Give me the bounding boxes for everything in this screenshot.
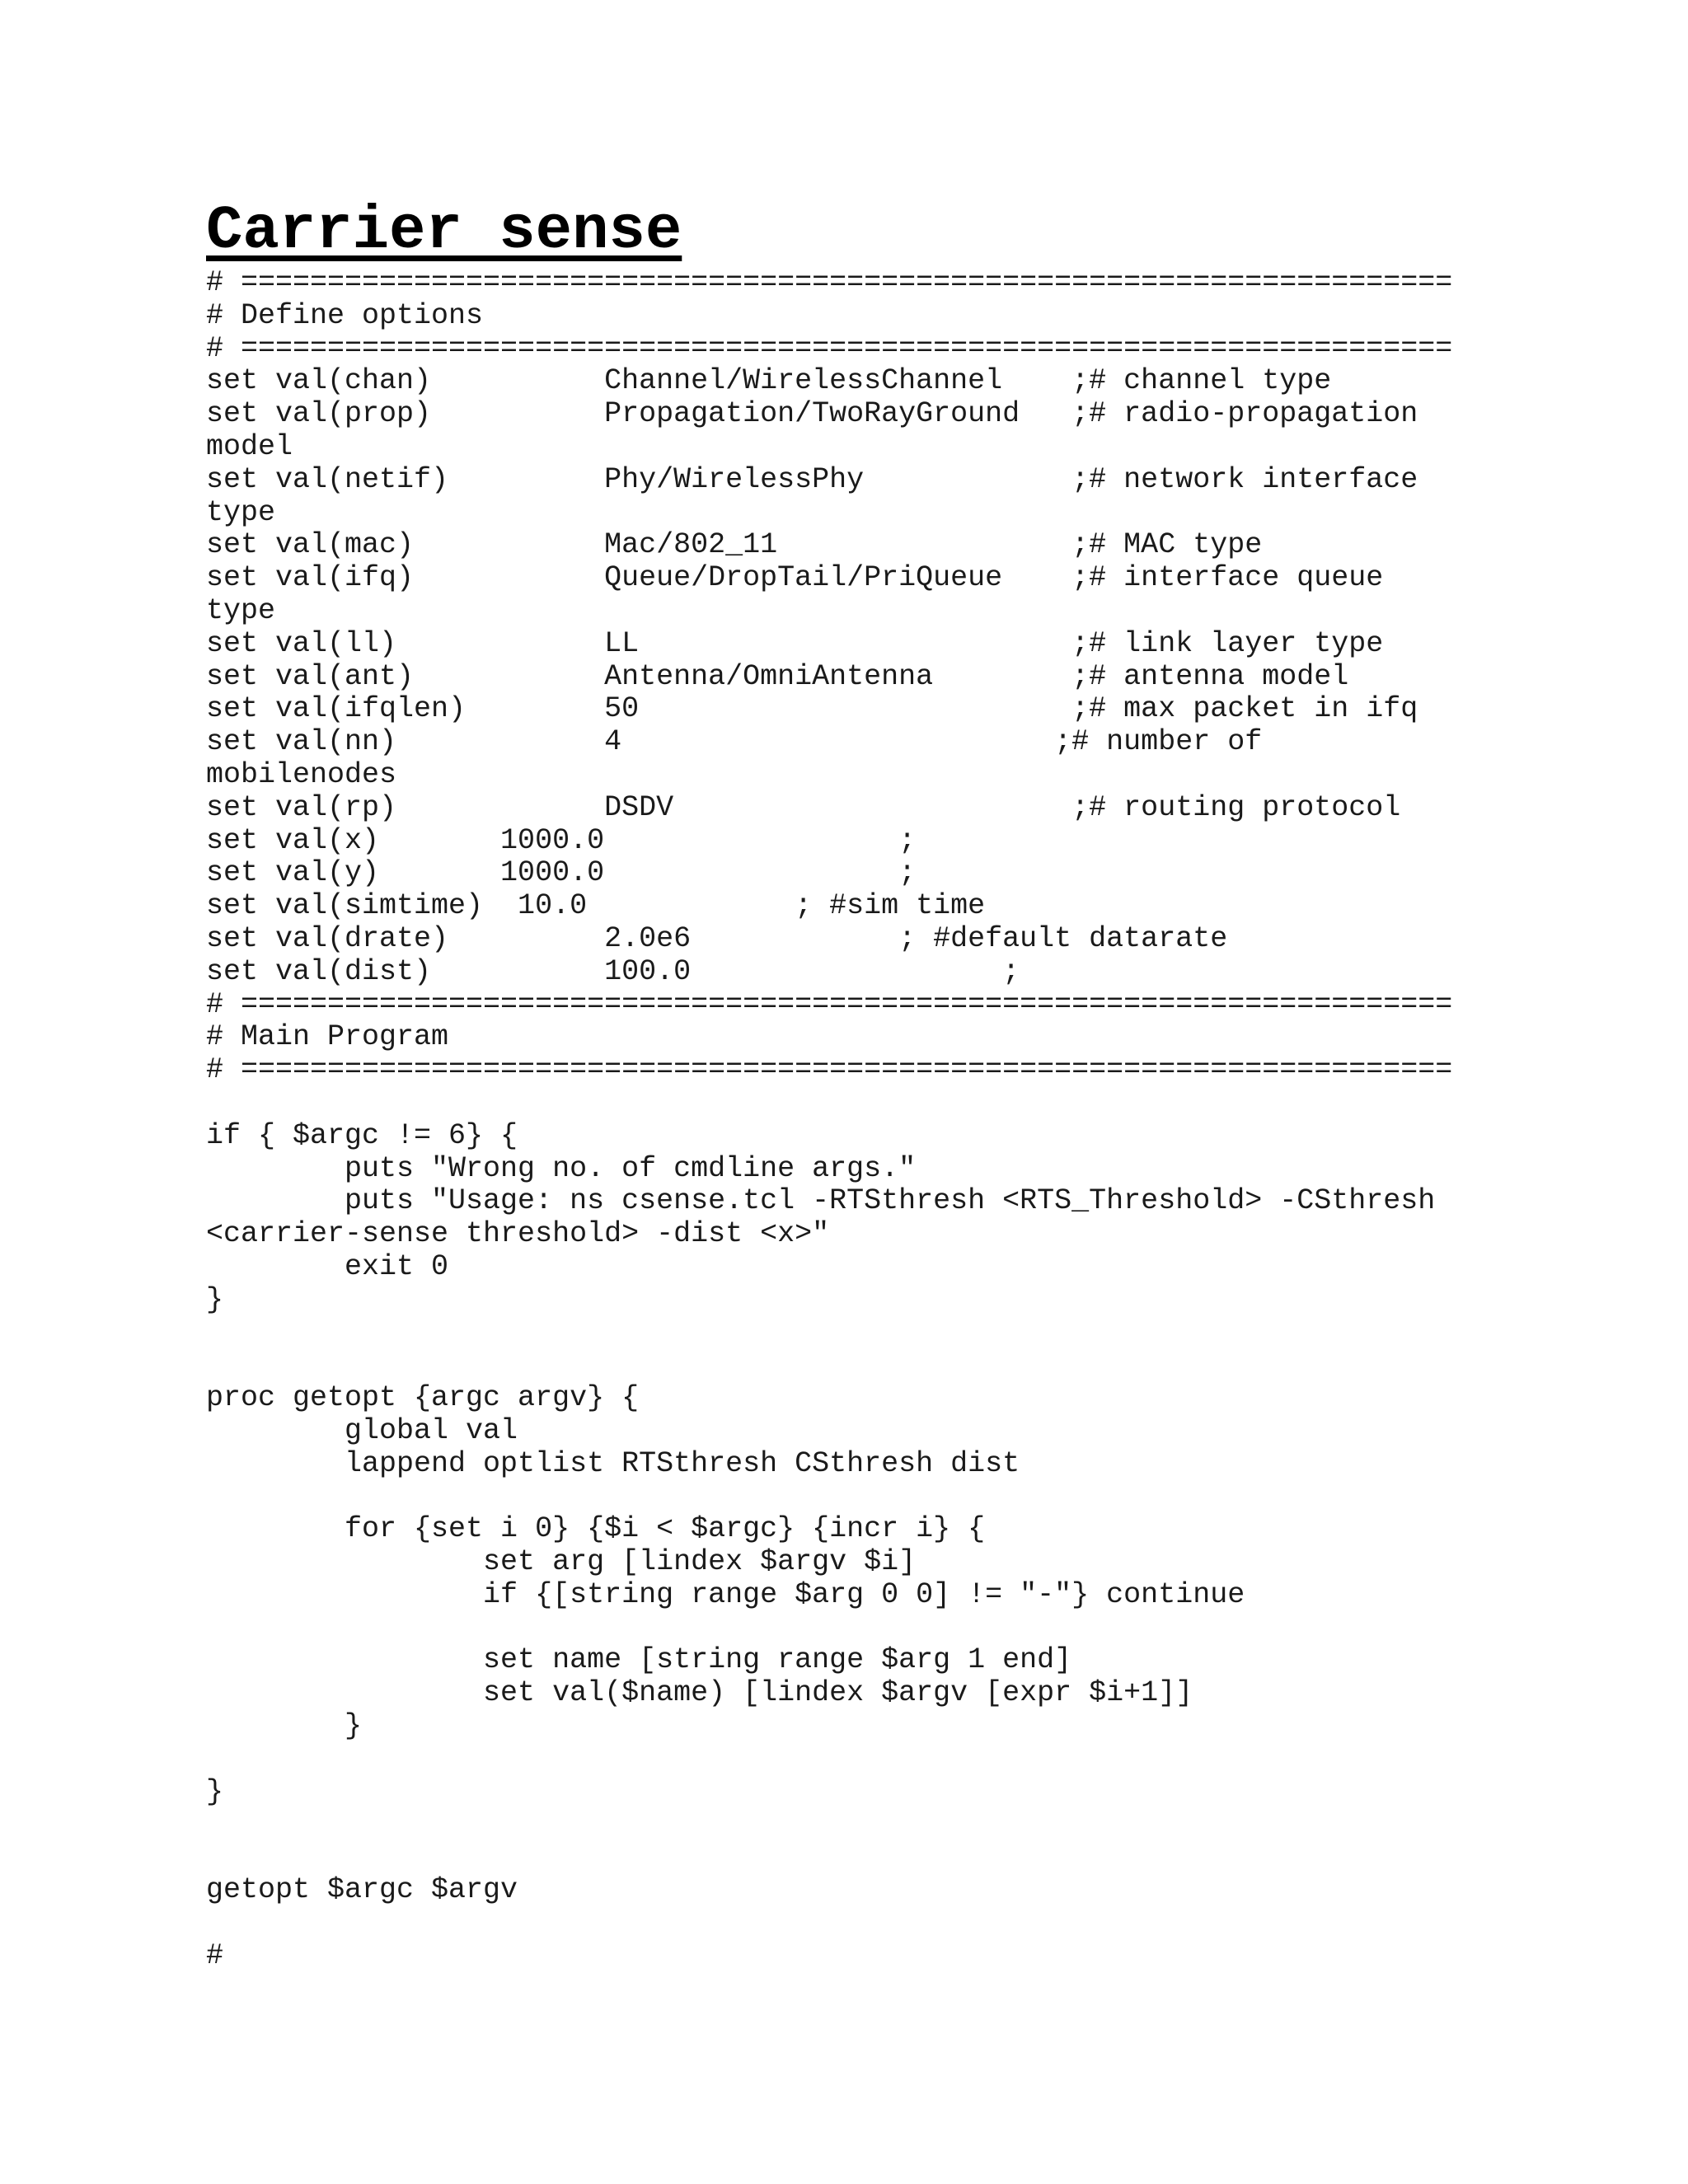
code-line: puts "Wrong no. of cmdline args." [206,1151,917,1185]
code-line: set val(ll) LL ;# link layer type [206,626,1384,660]
code-line: # Main Program [206,1020,449,1054]
code-line: set arg [lindex $argv $i] [206,1545,917,1579]
code-line: set val(nn) 4 ;# number of [206,725,1263,759]
code-line: set val(chan) Channel/WirelessChannel ;# channel type [206,364,1332,398]
code-line [206,1808,1452,1841]
code-line: # ====================================================================== [206,331,1453,365]
code-line: global val [206,1413,518,1447]
code-line: set val(ifq) Queue/DropTail/PriQueue ;# interface queue [206,561,1384,595]
code-line [206,1743,1452,1776]
code-line: set name [string range $arg 1 end] [206,1643,1072,1677]
code-line: <carrier-sense threshold> -dist <x>" [206,1217,830,1251]
code-line: # ====================================================================== [206,266,1453,299]
code-line: set val($name) [lindex $argv [expr $i+1]] [206,1676,1193,1710]
code-line: lappend optlist RTSthresh CSthresh dist [206,1446,1020,1480]
code-line: puts "Usage: ns csense.tcl -RTSthresh <RTS_Threshold> -CSthresh [206,1184,1436,1218]
code-line [206,1612,1452,1645]
code-line [206,1317,1452,1350]
code-listing [206,267,1452,1972]
document-title: Carrier sense [206,197,682,266]
code-line: # ====================================================================== [206,987,1453,1021]
code-line [206,1841,1452,1874]
code-line [206,1087,1452,1120]
code-line: exit 0 [206,1249,449,1283]
code-line: set val(ifqlen) 50 ;# max packet in ifq [206,692,1418,726]
code-line: set val(dist) 100.0 ; [206,954,1020,988]
code-line: set val(drate) 2.0e6 ; #default datarate [206,921,1228,955]
code-line: set val(mac) Mac/802_11 ;# MAC type [206,528,1263,562]
code-line: if {[string range $arg 0 0] != "-"} continue [206,1577,1245,1611]
code-line: # ====================================================================== [206,1053,1453,1087]
code-line: proc getopt {argc argv} { [206,1381,640,1415]
code-line: # Define options [206,298,484,332]
code-line: } [206,1774,224,1808]
code-line: for {set i 0} {$i < $argc} {incr i} { [206,1512,986,1546]
code-line: set val(y) 1000.0 ; [206,856,917,890]
code-line [206,1907,1452,1940]
code-line: set val(rp) DSDV ;# routing protocol [206,790,1401,824]
code-line [206,1349,1452,1382]
code-line: } [206,1709,363,1743]
code-line: set val(prop) Propagation/TwoRayGround ;# radio-propagation [206,397,1418,431]
code-line: mobilenodes [206,757,397,791]
code-line: set val(ant) Antenna/OmniAntenna ;# antenna model [206,659,1349,693]
code-line: type [206,593,276,627]
code-line: set val(x) 1000.0 ; [206,823,917,857]
code-line: if { $argc != 6} { [206,1118,518,1152]
code-line: type [206,495,276,529]
code-line: model [206,429,293,463]
code-line: set val(netif) Phy/WirelessPhy ;# network interface [206,462,1418,496]
code-line: getopt $argc $argv [206,1873,518,1907]
code-line: } [206,1282,224,1316]
code-line: set val(simtime) 10.0 ; #sim time [206,889,986,923]
code-line [206,1480,1452,1513]
code-line: # [206,1938,224,1972]
